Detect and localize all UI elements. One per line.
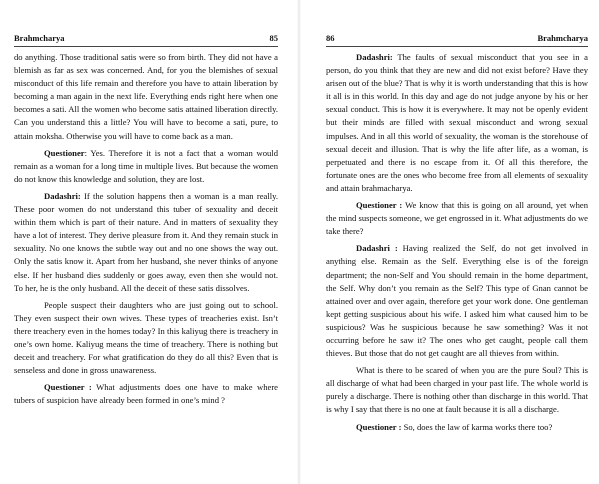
right-paragraph-5 bbox=[326, 421, 588, 434]
left-header-title: Brahmcharya bbox=[14, 33, 65, 43]
paragraph-text: What is there to be scared of when you are the pure Soul? This is all discharge of what had been charged in your past life. The whole world is purely a discharge. There is nothing other than discharge in this world. That is why I say that there is no one at fault because it is all a discharge. bbox=[326, 365, 588, 415]
right-page-number: 86 bbox=[326, 33, 335, 43]
speaker-label: Dadashri: bbox=[356, 52, 393, 62]
speaker-label: Dadashri: bbox=[44, 190, 81, 201]
right-paragraph-4 bbox=[326, 364, 588, 416]
paragraph-text: People suspect their daughters who are just going out to school. They even suspect their own wives. These types of treacheries exist. Isn’t there treachery even in the homes today? In this kaliyug there is treachery in one’s own home. Kaliyug means the time of treachery. There is nothing but deceit and treachery. For what gratification do they do all this? Even that is senseless and done in gross unawareness. bbox=[14, 299, 278, 376]
paragraph-text: The faults of sexual misconduct that you see in a person, do you think that they are new and did not exist before? Have they arisen out of the blue? That is why it is worth understanding that this is how it all is in this world. In this day and age do not judge anyone by his or her sexual conduct. This is how it is everywhere. It may not be openly evident but their minds are filled with sexual misconduct and wrong sexual impulses. And in all this world of sexuality, the woman is the storehouse of sexual deceit and illusion. That is why the life after life, as a woman, is perpetuated and there is no escape from it. Of all this therefore, the fortunate ones are the ones who become free from all elements of sexuality and attain brahmacharya. bbox=[326, 52, 588, 193]
left-paragraph-5 bbox=[14, 381, 278, 407]
right-paragraph-1 bbox=[326, 51, 588, 195]
speaker-label: Questioner bbox=[44, 147, 85, 158]
left-page-number: 85 bbox=[269, 33, 278, 43]
right-header-rule bbox=[326, 46, 588, 47]
paragraph-text: So, does the law of karma works there too? bbox=[401, 421, 553, 432]
speaker-label: Questioner : bbox=[44, 382, 92, 393]
paragraph-text: do anything. Those traditional satis were so from birth. They did not have a blemish as far as sex was concerned. And, for you the blemishes of sexual misconduct of this life remain and therefore you have to attain liberation by becoming a man again in the next life. Everything ends right here when one becomes a sati. All the women who become satis attained liberation directly. Can you understand this a little? You will have to become a sati, pure, to attain moksha. Otherwise you will have to come back as a man. bbox=[14, 52, 278, 141]
speaker-label: Questioner : bbox=[356, 200, 403, 211]
speaker-label: Questioner : bbox=[356, 421, 402, 432]
paragraph-text: If the solution happens then a woman is a man really. These poor women do not understand this tuber of sexuality and deceit within them which is part of their nature. And in matters of sexuality they have a lot of interest. They derive pleasure from it. And they remain stuck in sexuality. No one knows the subtle way out and no one shows the way out. Only the satis know it. Apart from her husband, she never thinks of anyone else. If her husband dies suddenly or goes away, even then she would not. To her, he is the only husband. All the deceit of these satis dissolves. bbox=[14, 190, 278, 293]
right-paragraph-2 bbox=[326, 199, 588, 238]
right-header-title: Brahmcharya bbox=[537, 33, 588, 43]
paragraph-text: Having realized the Self, do not get involved in anything else. Remain as the Self. Everything else is of the foreign department; the non-Self and You should remain in the home department, the Self. Why don’t you remain as the Self? This type of Gnan cannot be attained over and over again, therefore get your work done. One gentleman kept getting suspicious about his wife. I asked him what caused him to be suspicious? Was he suspicious because he saw something? Was it not occurring before he saw it? The ones who get caught, people call them thieves. But those that do not get caught are all thieves from within. bbox=[326, 243, 588, 359]
left-paragraph-4 bbox=[14, 299, 278, 378]
left-page-header bbox=[14, 33, 278, 46]
paragraph-text: We know that this is going on all around, yet when the mind suspects someone, we get engrossed in it. What adjustments do we take there? bbox=[326, 200, 589, 237]
left-header-rule bbox=[14, 46, 278, 47]
left-page bbox=[0, 0, 299, 484]
speaker-label: Dadashri : bbox=[356, 243, 398, 254]
paragraph-text: : Yes. Therefore it is not a fact that a woman would remain as a woman for a long time in multiple lives. But because the women do not know this knowledge and solution, they are lost. bbox=[14, 147, 278, 184]
left-paragraph-2 bbox=[14, 147, 278, 186]
paragraph-text: What adjustments does one have to make where tubers of suspicion have already been formed in one’s mind ? bbox=[14, 382, 278, 406]
left-paragraph-1 bbox=[14, 51, 278, 143]
left-paragraph-3 bbox=[14, 190, 278, 295]
right-paragraph-3 bbox=[326, 242, 588, 360]
right-page bbox=[300, 0, 599, 484]
right-page-header bbox=[326, 33, 588, 46]
